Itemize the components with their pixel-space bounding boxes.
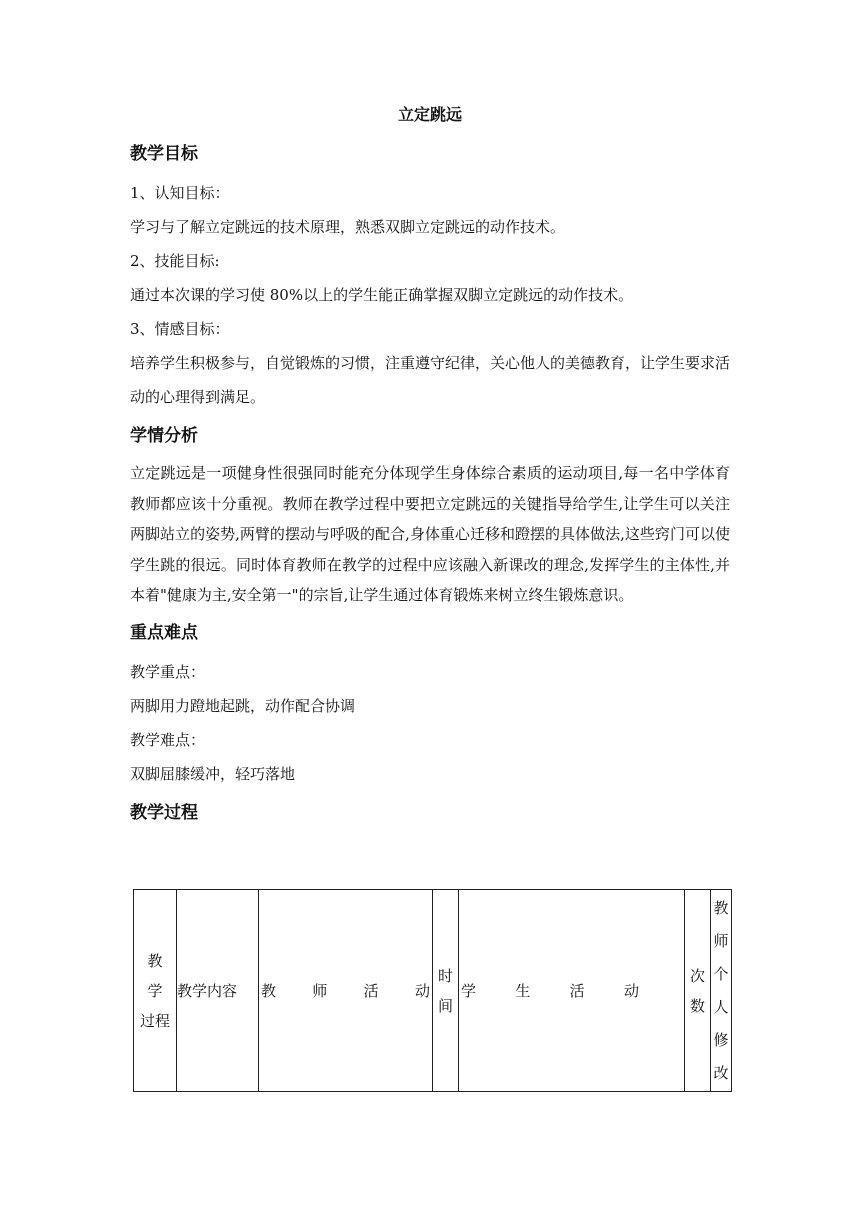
difficulty-text: 双脚屈膝缓冲，轻巧落地 — [130, 764, 296, 783]
header-personal-edit-cell — [711, 890, 732, 1092]
cognitive-objective-text: 学习与了解立定跳远的技术原理，熟悉双脚立定跳远的动作技术。 — [130, 218, 566, 236]
header-teacher-char: 师 — [312, 981, 328, 1000]
header-personal-char: 个 — [713, 964, 729, 983]
affective-objective-label: 3、情感目标： — [130, 320, 230, 338]
header-teacher-activity-cell — [259, 890, 433, 1092]
header-teacher-char: 教 — [261, 981, 277, 1000]
header-personal-char: 改 — [713, 1063, 729, 1082]
analysis-heading: 学情分析 — [130, 426, 198, 446]
header-count-cell — [685, 890, 711, 1092]
header-student-char: 生 — [515, 981, 531, 1000]
header-teacher-char: 动 — [414, 981, 430, 1000]
header-time-cell — [433, 890, 459, 1092]
process-heading: 教学过程 — [130, 802, 198, 823]
header-personal-char: 教 — [713, 898, 729, 917]
header-count-char: 数 — [689, 996, 705, 1015]
header-process-char: 学 — [147, 981, 163, 1000]
header-process-cell — [134, 890, 177, 1092]
header-teacher-char: 活 — [363, 981, 379, 1000]
document-body — [130, 140, 730, 827]
key-point-label: 教学重点： — [130, 662, 206, 681]
objectives-heading: 教学目标 — [130, 144, 198, 164]
header-time-char: 时 — [437, 966, 453, 985]
affective-objective-text: 培养学生积极参与，自觉锻炼的习惯，注重遵守纪律，关心他人的美德教育，让学生要求活动的心理得到满足。 — [130, 354, 731, 406]
cognitive-objective-label: 1、认知目标： — [130, 184, 230, 202]
header-content-cell — [177, 890, 259, 1092]
skill-objective-label: 2、技能目标: — [130, 252, 220, 270]
header-process-char: 教 — [147, 951, 163, 970]
header-student-char: 学 — [461, 981, 477, 1000]
document-title: 立定跳远 — [397, 105, 462, 124]
header-content-label: 教学内容 — [177, 981, 238, 1000]
header-count-char: 次 — [689, 966, 705, 985]
header-personal-char: 师 — [713, 931, 729, 950]
key-point-text: 两脚用力蹬地起跳，动作配合协调 — [130, 696, 356, 715]
header-personal-char: 人 — [713, 997, 729, 1016]
header-student-activity-cell — [459, 890, 685, 1092]
key-points-heading: 重点难点 — [130, 622, 198, 643]
header-process-char: 过程 — [139, 1011, 170, 1030]
table-header-row — [134, 890, 732, 1092]
header-student-char: 活 — [569, 981, 585, 1000]
skill-objective-text: 通过本次课的学习使 80%以上的学生能正确掌握双脚立定跳远的动作技术。 — [130, 286, 634, 304]
difficulty-label: 教学难点： — [130, 730, 206, 749]
header-personal-char: 修 — [713, 1030, 729, 1049]
teaching-process-table — [133, 889, 732, 1092]
analysis-text: 立定跳远是一项健身性很强同时能充分体现学生身体综合素质的运动项目,每一名中学体育教师都应该十分重视。教师在教学过程中要把立定跳远的关键指导给学生,让学生可以关注两脚站立的姿势,两臂的摆动与呼吸的配合,身体重心迁移和蹬摆的具体做法,这些窍门可以使学生跳的很远。同时体育教师在教学的过程中应该融入新课改的理念,发挥学生的主体性,并本着"健康为主,安全第一"的宗旨,让学生通过体育锻炼来树立终生锻炼意识。 — [130, 464, 730, 604]
header-time-char: 间 — [437, 996, 453, 1015]
header-student-char: 动 — [623, 981, 639, 1000]
